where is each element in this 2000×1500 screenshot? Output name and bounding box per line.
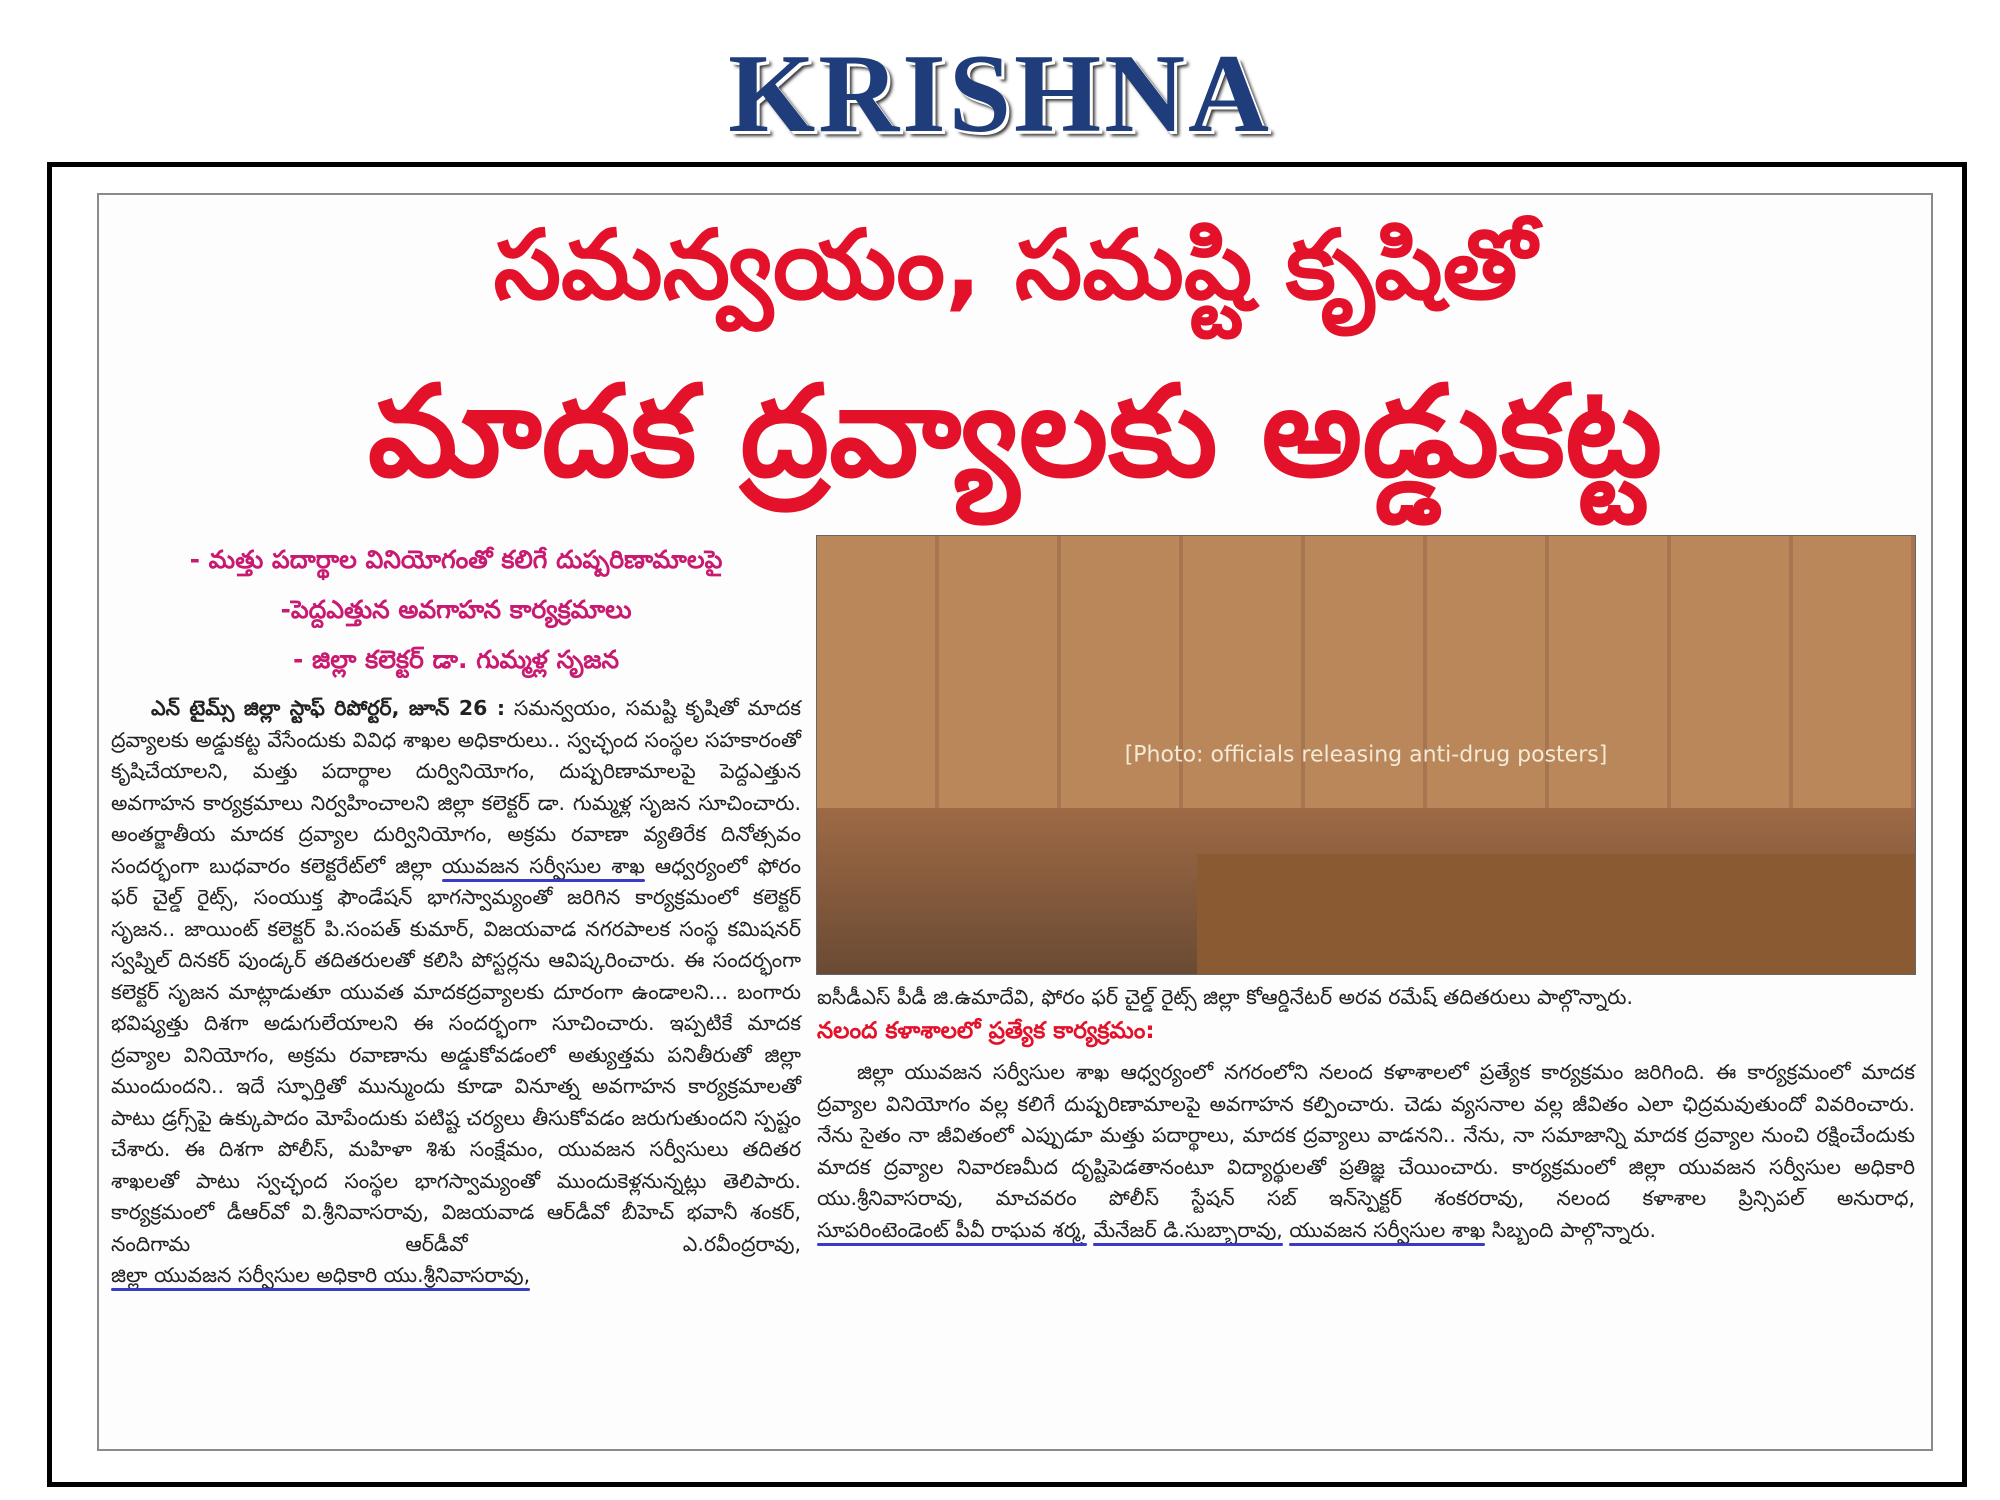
photo-placeholder: [Photo: officials releasing anti-drug posters] — [1124, 742, 1608, 768]
subhead-1: - మత్తు పదార్థాల వినియోగంతో కలిగే దుష్పరిణామాలపై — [189, 545, 723, 574]
highlight-manager: మేనేజర్ డి.సుబ్బారావు, — [1093, 1217, 1283, 1242]
subheads — [111, 535, 801, 685]
article-text: సమన్వయం, సమష్టి కృషితో మాదక ద్రవ్యాలకు అడ్డుకట్ట వేసేందుకు వివిధ శాఖల అధికారులు.. స్వచ్ఛంద సంస్థల సహకారంతో కృషిచేయాలని, మత్తు పదార్థాల దుర్వినియోగం, దుష్పరిణామాలపై పెద్దఎత్తున అవగాహన కార్యక్రమాలు నిర్వహించాలని జిల్లా కలెక్టర్ డా. గుమ్మళ్ల సృజన సూచించారు. అంతర్జాతీయ మాదక ద్రవ్యాల దుర్వినియోగం, అక్రమ రవాణా వ్యతిరేక దినోత్సవం సందర్భంగా బుధవారం కలెక్టరేట్‌లో జిల్లా — [111, 696, 802, 878]
highlight-district-youth-officer: జిల్లా యువజన సర్వీసుల అధికారి యు.శ్రీనివాసరావు, — [111, 1263, 531, 1287]
article-body-left-top — [111, 693, 801, 1292]
article-body-right — [817, 982, 1915, 1246]
news-photo — [816, 535, 1916, 975]
highlight-superintendent: సూపరింటెండెంట్ పీవీ రాఘవ శర్మ, — [817, 1217, 1087, 1242]
headline-line-1: సమన్వయం, సమష్టి కృషితో — [493, 209, 1537, 321]
right-paragraph-2: జిల్లా యువజన సర్వీసుల శాఖ ఆధ్వర్యంలో నగరంలోని నలంద కళాశాలలో ప్రత్యేక కార్యక్రమం జరిగింది. ఈ కార్యక్రమంలో మాదక ద్రవ్యాల వినియోగం వల్ల కలిగే దుష్పరిణామాలపై అవగాహన కల్పించారు. చెడు వ్యసనాల వల్ల జీవితం ఎలా ఛిద్రమవుతుందో వివరించారు. నేను సైతం నా జీవితంలో ఎప్పుడూ మత్తు పదార్థాలు, మాదక ద్రవ్యాలు వాడనని.. నేను, నా సమాజాన్ని మాదక ద్రవ్యాల నుంచి రక్షించేందుకు మాదక ద్రవ్యాల నివారణమీద దృష్టిపెడతానంటూ విద్యార్థులతో ప్రతిజ్ఞ చేయించారు. కార్యక్రమంలో జిల్లా యువజన సర్వీసుల అధికారి యు.శ్రీనివాసరావు, మాచవరం పోలీస్ స్టేషన్ సబ్ ఇన్‌స్పెక్టర్ శంకరరావు, నలంద కళాశాల ప్రిన్సిపల్ అనురాధ, — [817, 1060, 1915, 1210]
district-title: KRISHNA — [728, 32, 1272, 156]
right-paragraph-end: సిబ్బంది పాల్గొన్నారు. — [1491, 1217, 1657, 1242]
section-heading: నలంద కళాశాలలో ప్రత్యేక కార్యక్రమం: — [817, 1017, 1155, 1044]
headline-line-2: మాదక ద్రవ్యాలకు అడ్డుకట్ట — [367, 358, 1663, 505]
photo-desk — [1197, 854, 1916, 974]
subhead-3: - జిల్లా కలెక్టర్ డా. గుమ్మళ్ల సృజన — [292, 645, 620, 674]
article-text-continued: ఆధ్వర్యంలో ఫోరం ఫర్ చైల్డ్ రైట్స్, సంయుక్త ఫౌండేషన్ భాగస్వామ్యంతో జరిగిన కార్యక్రమంలో కలెక్టర్ సృజన.. జాయింట్ కలెక్టర్ పి.సంపత్ కుమార్, విజయవాడ నగరపాలక సంస్థ కమిషనర్ స్వప్నిల్ దినకర్ పుండ్కర్ తదితరులతో కలిసి పోస్టర్లను ఆవిష్కరించారు. ఈ సందర్భంగా కలెక్టర్ సృజన మాట్లాడుతూ యువత మాదకద్రవ్యాలకు దూరంగా ఉండాలని... బంగారు భవిష్యత్తు దిశగా అడుగులేయాలని ఈ సందర్భంగా సూచించారు. ఇప్పటికే మాదక ద్రవ్యాల వినియోగం, అక్రమ రవాణాను అడ్డుకోవడంలో అత్యుత్తమ పనితీరుతో జిల్లా ముందుందని.. ఇదే స్ఫూర్తితో మున్ముందు కూడా వినూత్న అవగాహన కార్యక్రమాలతో పాటు డ్రగ్స్‌పై ఉక్కుపాదం మోపేందుకు పటిష్ట చర్యలు తీసుకోవడం జరుగుతుందని స్పష్టం చేశారు. ఈ దిశగా పోలీస్, మహిళా శిశు సంక్షేమం, యువజన సర్వీసులు తదితర శాఖలతో పాటు స్వచ్ఛంద సంస్థల భాగస్వామ్యంతో ముందుకెళ్లనున్నట్లు తెలిపారు. కార్యక్రమంలో డీఆర్‌వో వి.శ్రీనివాసరావు, విజయవాడ ఆర్‌డీవో బీహెచ్ భవానీ శంకర్, నందిగామ ఆర్‌డీవో ఎ.రవీంద్రరావు, — [111, 853, 801, 1256]
dateline: ఎన్ టైమ్స్ జిల్లా స్టాఫ్ రిపోర్టర్, జూన్ 26 : — [151, 696, 506, 720]
highlight-youth-department: యువజన సర్వీసుల శాఖ — [1289, 1217, 1486, 1242]
newspaper-clipping — [97, 193, 1933, 1451]
highlight-youth-services: యువజన సర్వీసుల శాఖ — [441, 853, 645, 878]
subhead-2: -పెద్దఎత్తున అవగాహన కార్యక్రమాలు — [280, 595, 632, 624]
right-paragraph-1: ఐసీడీఎస్ పీడీ జి.ఉమాదేవి, ఫోరం ఫర్ చైల్డ్ రైట్స్ జిల్లా కోఆర్డినేటర్ అరవ రమేష్ తదితరులు పాల్గొన్నారు. — [817, 985, 1634, 1009]
